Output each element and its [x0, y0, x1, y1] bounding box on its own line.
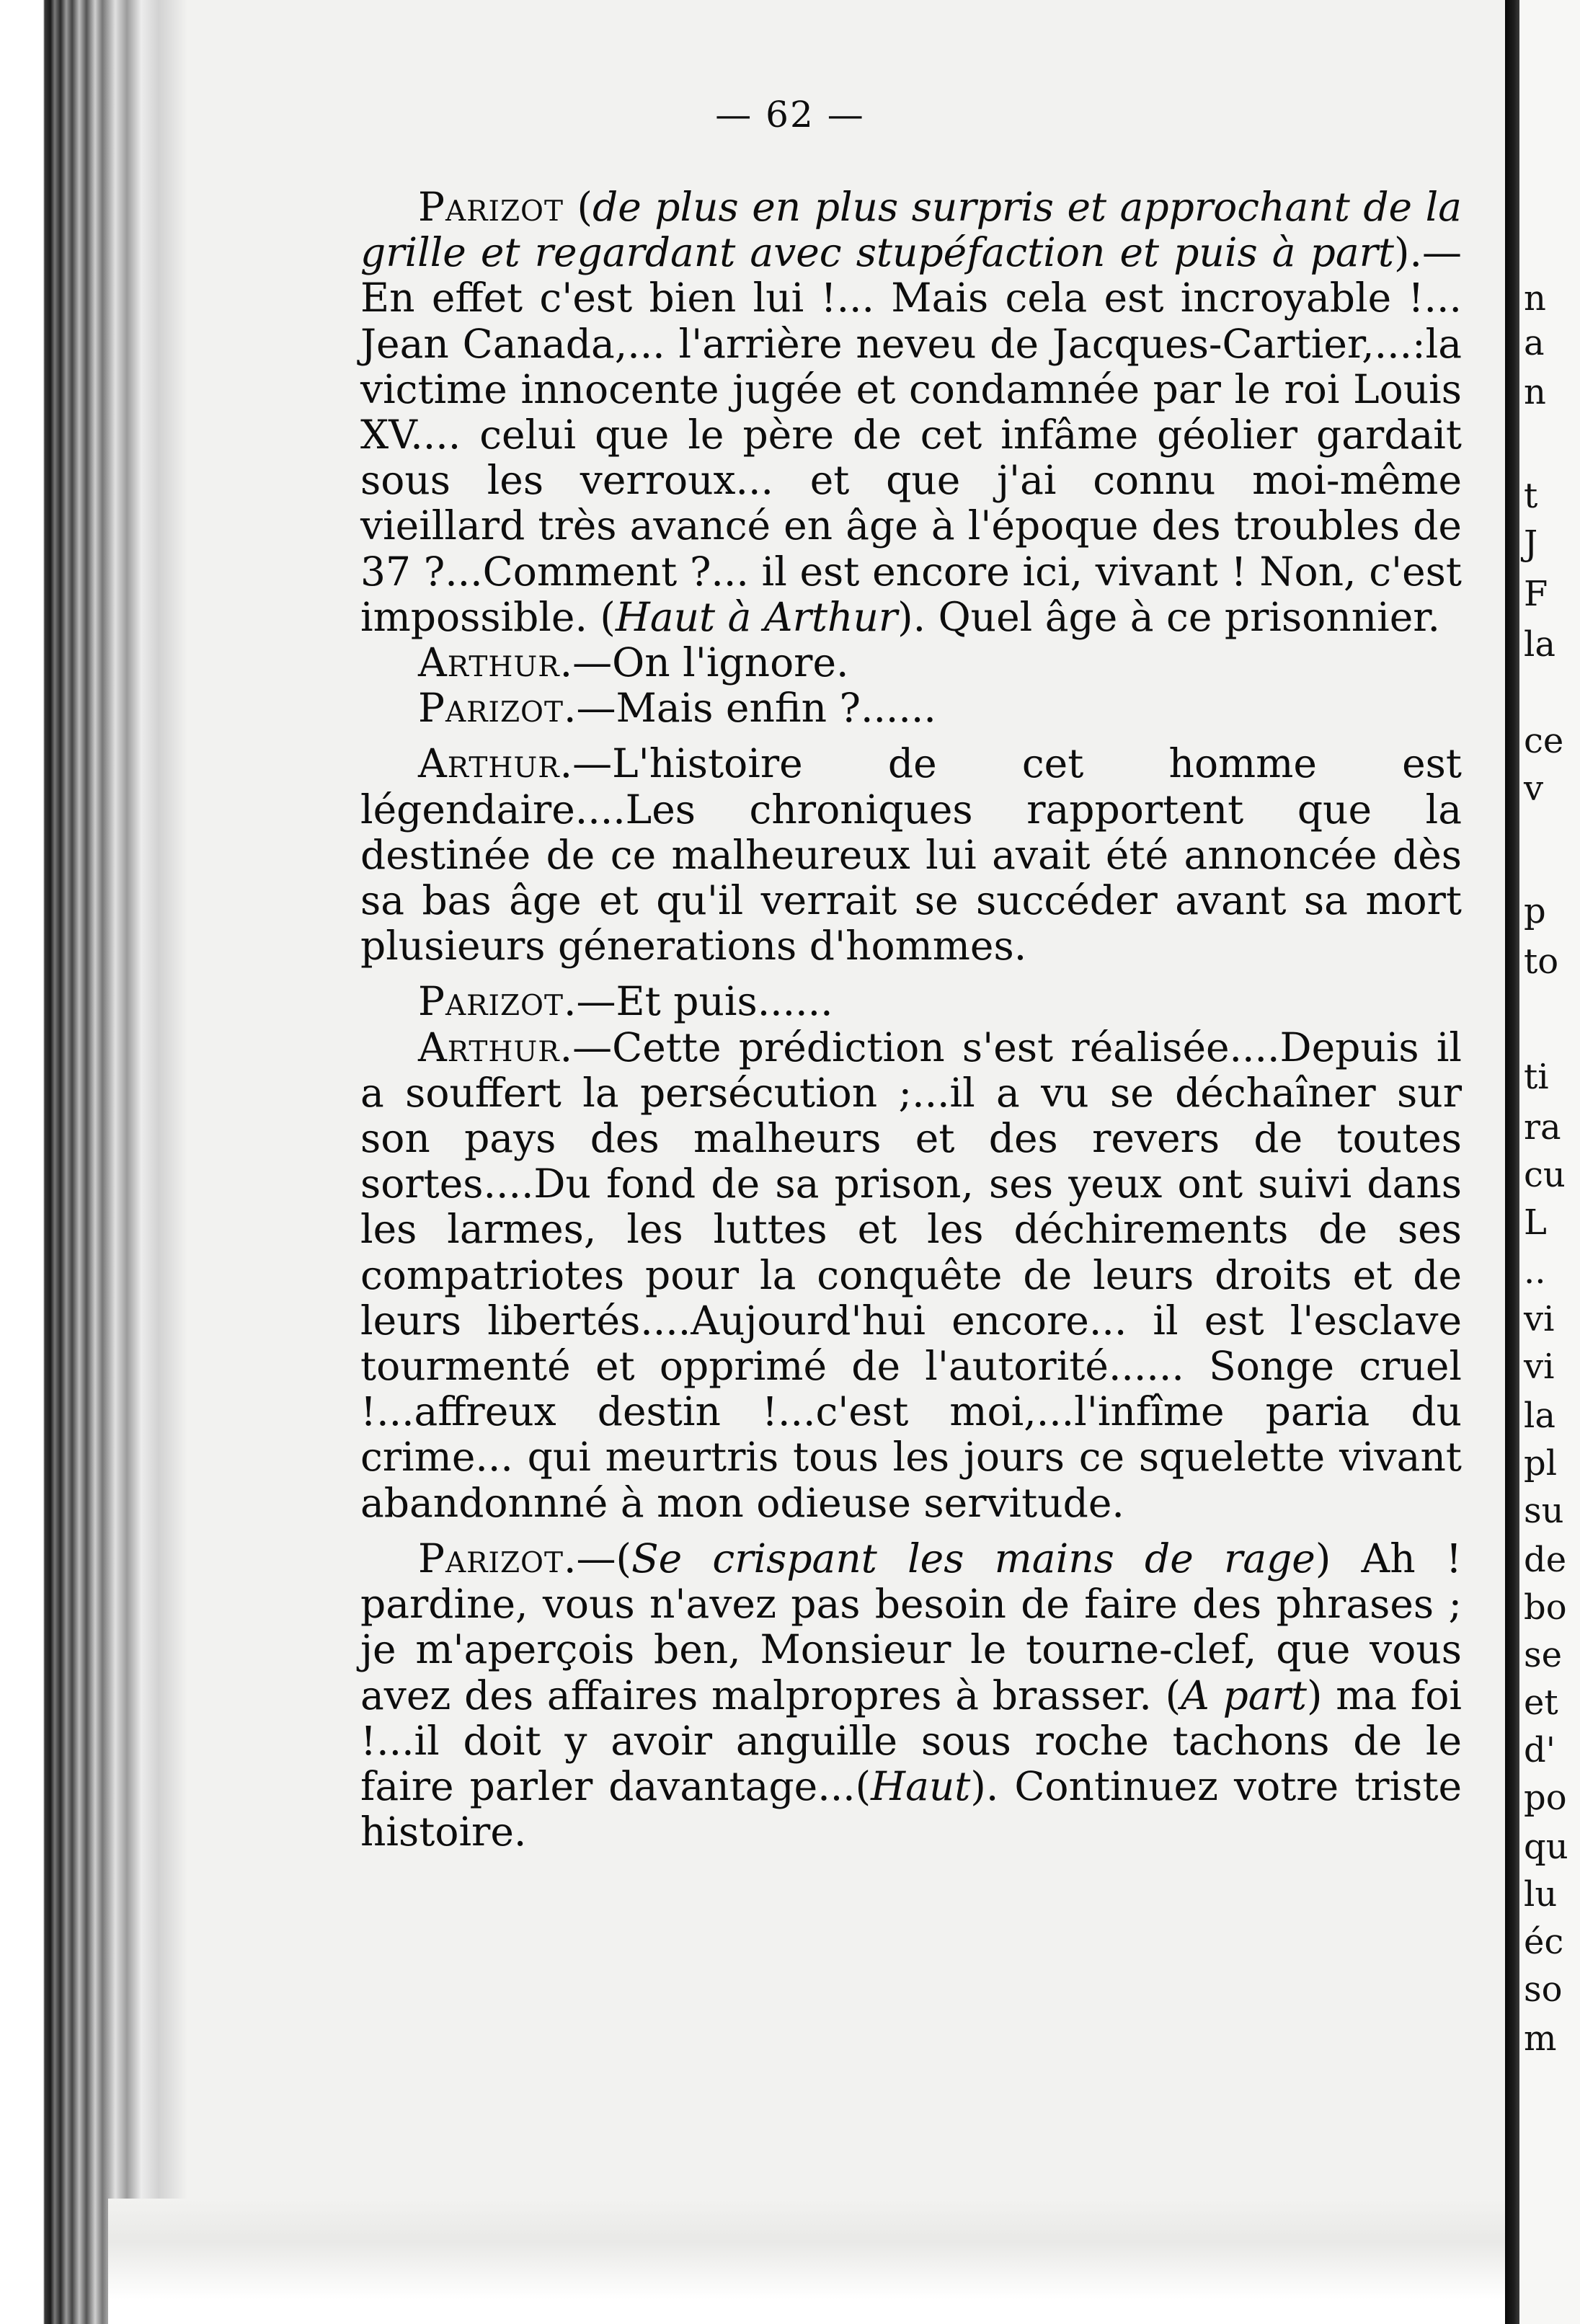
- facing-page-letters: so: [1524, 1969, 1563, 2010]
- speaker-name: Parizot: [418, 685, 564, 732]
- facing-page-letters: d': [1524, 1730, 1555, 1770]
- facing-page-letters: F: [1524, 574, 1548, 614]
- dialogue-paragraph: [360, 741, 1462, 969]
- dialogue-paragraph: [360, 185, 1462, 640]
- speaker-name: Arthur: [418, 740, 560, 787]
- stage-direction: A part: [1181, 1672, 1307, 1718]
- facing-page-letters: n: [1524, 278, 1546, 319]
- dialogue-text: ). Quel âge à ce prisonnier.: [897, 593, 1441, 640]
- dialogue-text: .—Cette prédiction s'est réalisée....Depuis il a souffert la persécution ;...il a vu se déchaîner sur son pays des malheurs et des revers de toutes sortes....Du fond de sa prison, ses yeux ont suivi dans les larmes, les luttes et les déchirements de ses compatriotes pour la conquête de leurs droits et de leurs libertés....Aujourd'hui encore... il est l'esclave tourmenté et opprimé de l'autorité...... Songe cruel !...affreux destin !...c'est moi,...l'infîme paria du crime... qui meurtris tous les jours ce squelette vivant abandonnné à mon odieuse servitude.: [360, 1024, 1462, 1526]
- dialogue-text: (: [564, 184, 593, 230]
- facing-page-letters: et: [1524, 1682, 1558, 1723]
- facing-page-letters: n: [1524, 372, 1546, 412]
- facing-page-letters: m: [1524, 2018, 1557, 2059]
- facing-page-letters: vi: [1524, 1299, 1555, 1339]
- facing-page-letters: la: [1524, 624, 1555, 665]
- facing-page-letters: J: [1524, 523, 1538, 564]
- book-spine: [1505, 0, 1519, 2324]
- dialogue-text: .—L'histoire de cet homme est légendaire....Les chroniques rapportent que la destinée de ce malheureux lui avait été annoncée dès sa bas âge et qu'il verrait se succéder avant sa mort plusieurs génerations d'hommes.: [360, 740, 1462, 970]
- facing-page-letters: cu: [1524, 1155, 1566, 1195]
- speaker-name: Parizot: [418, 184, 564, 230]
- page-bottom-edge: [108, 2199, 1550, 2324]
- facing-page-letters: po: [1524, 1778, 1567, 1818]
- facing-page-letters: lu: [1524, 1874, 1558, 1915]
- facing-page-letters: t: [1524, 476, 1538, 516]
- facing-page-letters: la: [1524, 1396, 1555, 1436]
- dialogue-paragraph: [360, 979, 1462, 1024]
- facing-page-letters: ti: [1524, 1057, 1549, 1097]
- facing-page-letters: ..: [1524, 1251, 1546, 1292]
- speaker-name: Parizot: [418, 978, 564, 1025]
- dialogue-text: .—On l'ignore.: [559, 639, 849, 686]
- dialogue-text: .—(: [564, 1535, 631, 1582]
- dialogue-paragraph: [360, 1536, 1462, 1855]
- facing-page-letters: to: [1524, 941, 1559, 982]
- binding-gutter: [0, 0, 187, 2324]
- facing-page-letters: su: [1524, 1491, 1564, 1531]
- facing-page-letters: v: [1524, 768, 1544, 809]
- dialogue-text: ) ma foi !...il doit y avoir anguille sous roche tachons de le faire parler davantage...(: [360, 1672, 1462, 1809]
- facing-page-letters: ra: [1524, 1107, 1561, 1148]
- stage-direction: de plus en plus surpris et approchant de la grille et regardant avec stupéfaction et puis à part: [360, 184, 1462, 276]
- facing-page-letters: pl: [1524, 1443, 1558, 1483]
- dialogue-text: ). Continuez votre triste histoire.: [360, 1762, 1462, 1855]
- facing-page-letters: se: [1524, 1635, 1563, 1675]
- facing-page-letters: bo: [1524, 1587, 1567, 1628]
- facing-page-letters: ce: [1524, 721, 1564, 761]
- text-body: [360, 185, 1462, 1855]
- dialogue-paragraph: [360, 686, 1462, 731]
- facing-page-fragment: [1519, 0, 1580, 2324]
- speaker-name: Parizot: [418, 1535, 564, 1582]
- facing-page-letters: de: [1524, 1540, 1567, 1580]
- stage-direction: Haut à Arthur: [615, 593, 898, 640]
- facing-page-letters: p: [1524, 891, 1546, 931]
- facing-page-letters: qu: [1524, 1827, 1568, 1867]
- speaker-name: Arthur: [418, 1024, 560, 1070]
- facing-page-letters: éc: [1524, 1922, 1564, 1962]
- facing-page-letters: a: [1524, 323, 1545, 363]
- facing-page-letters: L: [1524, 1202, 1547, 1243]
- stage-direction: Haut: [871, 1762, 971, 1809]
- page-number: — 62 —: [715, 94, 865, 136]
- dialogue-text: .—Mais enfin ?......: [564, 685, 936, 732]
- facing-page-letters: vi: [1524, 1347, 1555, 1387]
- dialogue-text: ) Ah ! pardine, vous n'avez pas besoin de faire des phrases ; je m'aperçois ben, Monsieur le tourne-clef, que vous avez des affaires malpropres à brasser. (: [360, 1535, 1463, 1718]
- dialogue-paragraph: [360, 1025, 1462, 1526]
- speaker-name: Arthur: [418, 639, 560, 686]
- dialogue-paragraph: [360, 640, 1462, 686]
- dialogue-text: ).—En effet c'est bien lui !... Mais cela est incroyable !... Jean Canada,... l'arrière neveu de Jacques-Cartier,...:la victime innocente jugée et condamnée par le roi Louis XV.... celui que le père de cet infâme géolier gardait sous les verroux... et que j'ai connu moi-même vieillard très avancé en âge à l'époque des troubles de 37 ?...Comment ?... il est encore ici, vivant ! Non, c'est impossible. (: [360, 229, 1462, 640]
- dialogue-text: .—Et puis......: [564, 978, 833, 1025]
- stage-direction: Se crispant les mains de rage: [631, 1535, 1315, 1582]
